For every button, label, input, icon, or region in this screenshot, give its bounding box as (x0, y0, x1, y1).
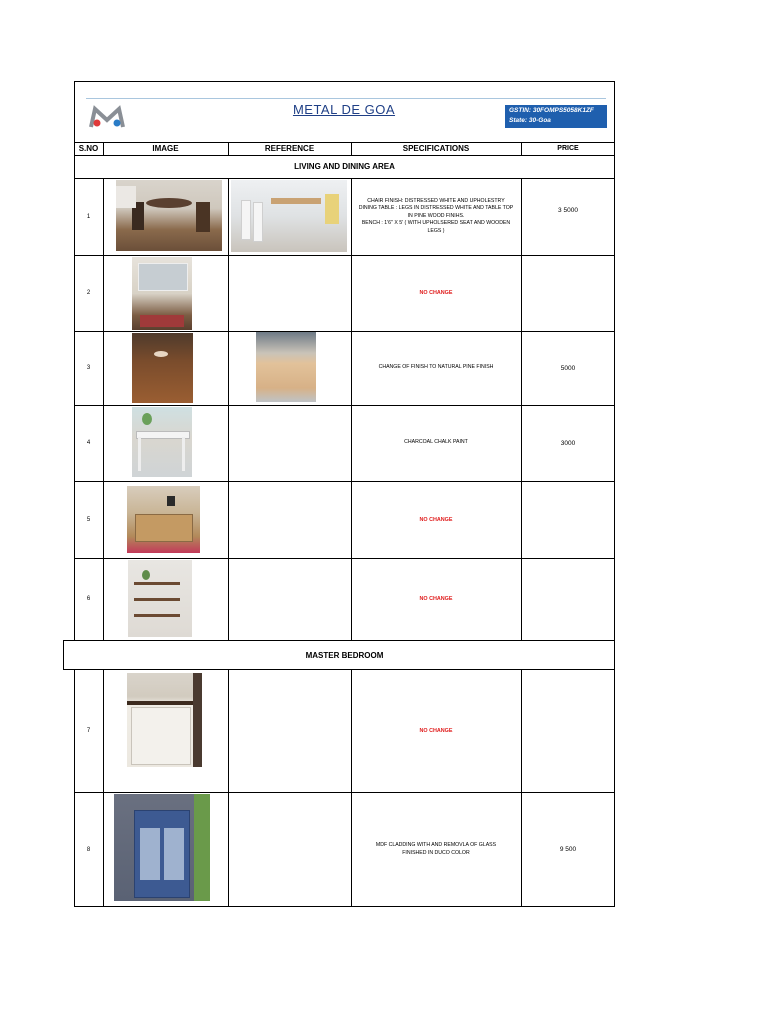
row-6-price (521, 558, 615, 640)
metal-de-goa-logo-icon (88, 103, 126, 131)
row-2-sno: 2 (86, 290, 91, 296)
column-line (521, 142, 522, 155)
dining-reference-photo (231, 180, 347, 252)
console-table-photo (132, 407, 192, 477)
column-header-image: IMAGE (152, 144, 179, 153)
blue-cabinet-photo (114, 794, 210, 901)
row-6-sno: 6 (86, 596, 91, 602)
row-5-specification: NO CHANGE (419, 516, 453, 523)
section-title-living-dining: LIVING AND DINING AREA (294, 162, 395, 171)
bar-cabinet-photo (127, 673, 202, 767)
row-6-specification: NO CHANGE (419, 596, 453, 602)
row-8-price: 9 500 (559, 846, 577, 853)
dining-set-photo (116, 180, 222, 251)
column-line (351, 142, 352, 155)
row-8-specification: MDF CLADDING WITH AND REMOVLA OF GLASS FINISHED IN DUCO COLOR (375, 842, 497, 856)
column-header-sno: S.NO (78, 144, 99, 153)
sideboard-photo (127, 486, 200, 553)
display-cabinet-photo (132, 257, 192, 330)
section-title-master-bedroom: MASTER BEDROOM (305, 650, 384, 660)
row-1-price: 3 5000 (558, 207, 578, 214)
row-4-sno: 4 (86, 440, 91, 446)
company-name: METAL DE GOA (292, 101, 396, 117)
row-2-specification: NO CHANGE (419, 290, 453, 296)
wooden-table-photo (132, 333, 193, 403)
row-1-sno: 1 (86, 213, 91, 220)
gstin-badge (505, 105, 607, 128)
column-line (103, 670, 104, 907)
column-header-price: PRICE (557, 145, 579, 152)
row-3-price: 5000 (560, 364, 576, 372)
row-5-price (521, 481, 615, 558)
row-8-sno: 8 (86, 846, 91, 853)
column-header-reference: REFERENCE (264, 144, 315, 153)
column-line (228, 670, 229, 907)
row-3-specification: CHANGE OF FINISH TO NATURAL PINE FINISH (378, 364, 494, 371)
gstin-text: GSTIN: 30FOMPS5058K1ZF (509, 107, 594, 114)
quotation-sheet (74, 81, 614, 907)
row-5-sno: 5 (86, 516, 91, 523)
row-4-specification: CHARCOAL CHALK PAINT (404, 439, 468, 446)
wall-shelves-photo (128, 560, 192, 637)
row-7-specification: NO CHANGE (419, 728, 453, 734)
row-4-price: 3000 (560, 439, 576, 447)
row-7-sno: 7 (86, 728, 91, 734)
column-header-specifications: SPECIFICATIONS (402, 144, 470, 153)
column-line (228, 178, 229, 640)
row-7-price (521, 670, 615, 792)
row-2-price (521, 255, 615, 331)
pine-finish-reference-photo (256, 332, 316, 402)
row-1-specification: CHAIR FINISH: DISTRESSED WHITE AND UPHOLESTRY DINING TABLE : LEGS IN DISTRESSED WHITE AND TABLE TOP IN PINE WOOD FINIHS. BENCH : 1'6" X 5' ( WITH UPHOLSERED SEAT AND WOODEN LEGS ) (358, 197, 514, 234)
row-3-sno: 3 (86, 365, 91, 371)
column-line (103, 178, 104, 640)
column-line (228, 142, 229, 155)
state-text: State: 30-Goa (509, 117, 551, 124)
column-line (103, 142, 104, 155)
